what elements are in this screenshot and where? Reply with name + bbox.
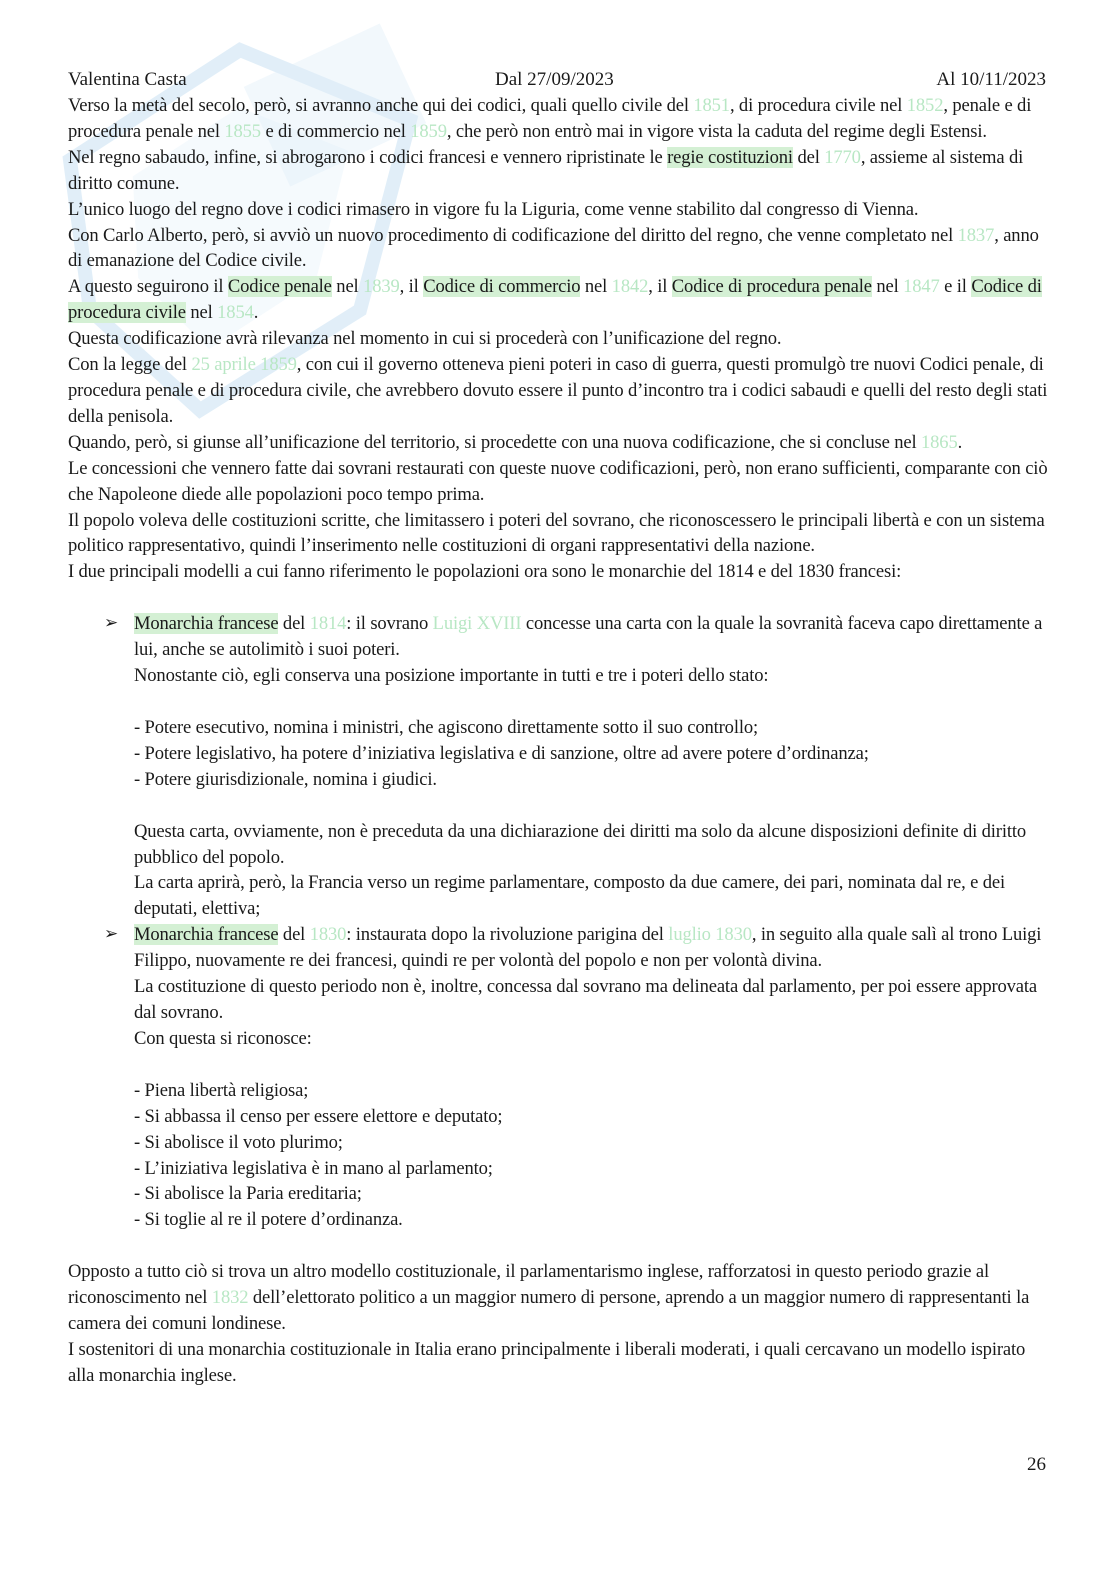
- name-luigi-xviii: Luigi XVIII: [432, 613, 522, 635]
- year-1859: 1859: [410, 120, 447, 142]
- arrow-bullet-icon: ➢: [104, 613, 119, 634]
- highlight-codice-commercio: Codice di commercio: [423, 276, 581, 298]
- paragraph: Opposto a tutto ciò si trova un altro modello costituzionale, il parlamentarismo inglese, rafforzatosi in questo periodo grazie al riconoscimento nel 1832 dell’elettorato politico a un maggior numero di persone, aprendo a un maggior numero di rappresentanti la camera dei comuni londinese.: [68, 1261, 1030, 1335]
- paragraph: Nonostante ciò, egli conserva una posizione importante in tutti e tre i poteri dello stato:: [134, 665, 769, 687]
- list-item: - Si toglie al re il potere d’ordinanza.: [134, 1209, 403, 1231]
- paragraph: Questa codificazione avrà rilevanza nel momento in cui si procederà con l’unificazione del regno.: [68, 328, 782, 350]
- year-1770: 1770: [824, 146, 861, 168]
- list-item: - Potere giurisdizionale, nomina i giudici.: [134, 768, 437, 790]
- year-1854: 1854: [217, 302, 254, 324]
- date-luglio-1830: luglio 1830: [668, 924, 752, 946]
- year-1852: 1852: [906, 95, 944, 116]
- list-item: - Si abolisce il voto plurimo;: [134, 1131, 343, 1153]
- highlight-codice-procedura-civile: Codice di procedura civile: [68, 276, 1042, 324]
- year-1851: 1851: [693, 95, 730, 116]
- year-1855: 1855: [224, 120, 261, 142]
- date-25-aprile-1859: 25 aprile 1859: [191, 354, 297, 376]
- list-item: - Si abbassa il censo per essere elettore e deputato;: [134, 1105, 503, 1127]
- year-1842: 1842: [611, 276, 649, 298]
- list-item: - Potere legislativo, ha potere d’iniziativa legislativa e di sanzione, oltre ad avere potere d’ordinanza;: [134, 742, 869, 764]
- list-item: - L’iniziativa legislativa è in mano al parlamento;: [134, 1157, 493, 1179]
- paragraph: Con questa si riconosce:: [134, 1027, 312, 1049]
- highlight-monarchia-francese: Monarchia francese: [134, 924, 279, 946]
- paragraph: Nel regno sabaudo, infine, si abrogarono i codici francesi e vennero ripristinate le regie costituzioni del 1770, assieme al sistema di diritto comune.: [68, 146, 1024, 194]
- header-to-date: Al 10/11/2023: [936, 69, 1046, 90]
- paragraph: I due principali modelli a cui fanno riferimento le popolazioni ora sono le monarchie del 1814 e del 1830 francesi:: [68, 561, 902, 583]
- paragraph: La carta aprirà, però, la Francia verso un regime parlamentare, composto da due camere, dei pari, nominata dal re, e dei deputati, elettiva;: [134, 872, 1005, 920]
- list-item: - Si abolisce la Paria ereditaria;: [134, 1183, 362, 1205]
- highlight-regie-costituzioni: regie costituzioni: [667, 146, 793, 168]
- highlight-codice-procedura-penale: Codice di procedura penale: [671, 276, 872, 298]
- arrow-bullet-icon: ➢: [104, 924, 119, 945]
- paragraph: La costituzione di questo periodo non è, inoltre, concessa dal sovrano ma delineata dal parlamento, per poi essere approvata dal sovrano.: [134, 976, 1038, 1023]
- page-header: [68, 68, 1046, 92]
- paragraph: Con la legge del 25 aprile 1859, con cui il governo otteneva pieni poteri in caso di guerra, questi promulgò tre nuovi Codici penale, di procedura penale e di procedura civile, che avrebbero dovuto essere il punto d’incontro tra i codici sabaudi e quelli del resto degli stati della penisola.: [68, 354, 1048, 427]
- year-1847: 1847: [903, 276, 940, 298]
- highlight-codice-penale: Codice penale: [227, 276, 332, 298]
- paragraph: Quando, però, si giunse all’unificazione del territorio, si procedette con una nuova codificazione, che si concluse nel 1865.: [68, 431, 963, 453]
- page-number: 26: [1027, 1454, 1046, 1475]
- paragraph: L’unico luogo del regno dove i codici rimasero in vigore fu la Liguria, come venne stabilito dal congresso di Vienna.: [68, 198, 919, 220]
- paragraph: A questo seguirono il Codice penale nel 1839, il Codice di commercio nel 1842, il Codice di procedura penale nel 1847 e il Codice di procedura civile nel 1854.: [68, 276, 1042, 324]
- monarchies-list: [68, 611, 1053, 1233]
- list-item-monarchia-1830: ➢ Monarchia francese del 1830: instaurata dopo la rivoluzione parigina del luglio 1830, in seguito alla quale salì al trono Luigi Filippo, nuovamente re dei francesi, quindi re per volontà del popolo e non per volontà divina. La costituzione di questo periodo non è, inoltre, concessa dal sovrano ma delineata dal parlamento, per poi essere approvata dal sovrano. Con questa si riconosce: - Piena libertà religiosa; - Si abbassa il censo per essere elettore e deputato; - Si abolisce il voto plurimo; - L’iniziativa legislativa è in mano al parlamento; - Si abolisce la Paria ereditaria; - Si toglie al re il potere d’ordinanza.: [68, 922, 1053, 1233]
- list-item: - Potere esecutivo, nomina i ministri, che agiscono direttamente sotto il suo controllo;: [134, 716, 759, 738]
- year-1832: 1832: [211, 1287, 249, 1309]
- paragraph: Con Carlo Alberto, però, si avviò un nuovo procedimento di codificazione del diritto del regno, che venne completato nel 1837, anno di emanazione del Codice civile.: [68, 224, 1039, 272]
- paragraph: I sostenitori di una monarchia costituzionale in Italia erano principalmente i liberali moderati, i quali cercavano un modello ispirato alla monarchia inglese.: [68, 1338, 1026, 1386]
- year-1830: 1830: [309, 924, 347, 946]
- paragraph: Le concessioni che vennero fatte dai sovrani restaurati con queste nuove codificazioni, però, non erano sufficienti, comparante con ciò che Napoleone diede alle popolazioni poco tempo prima.: [68, 457, 1048, 505]
- paragraph: Il popolo voleva delle costituzioni scritte, che limitassero i poteri del sovrano, che riconoscessero le principali libertà e con un sistema politico rappresentativo, quindi l’inserimento nelle costituzioni di organi rappresentativi della nazione.: [68, 509, 1045, 557]
- paragraph: Questa carta, ovviamente, non è preceduta da una dichiarazione dei diritti ma solo da alcune disposizioni definite di diritto pubblico del popolo.: [134, 820, 1027, 868]
- paragraph: Verso la metà del secolo, però, si avranno anche qui dei codici, quali quello civile del 1851, di procedura civile nel 1852, penale e di procedura penale nel 1855 e di commercio nel 1859, che però non entrò mai in vigore vista la caduta del regime degli Estensi.: [68, 95, 1032, 142]
- year-1865: 1865: [921, 431, 958, 453]
- list-item: - Piena libertà religiosa;: [134, 1079, 309, 1101]
- year-1814: 1814: [309, 613, 347, 635]
- header-from-date: Dal 27/09/2023: [495, 69, 614, 90]
- year-1837: 1837: [957, 224, 995, 246]
- header-author: Valentina Casta: [68, 69, 187, 90]
- year-1839: 1839: [363, 276, 400, 298]
- page-content: [68, 93, 1053, 1389]
- highlight-monarchia-francese: Monarchia francese: [134, 613, 279, 635]
- list-item-monarchia-1814: ➢ Monarchia francese del 1814: il sovrano Luigi XVIII concesse una carta con la quale la sovranità faceva capo direttamente a lui, anche se autolimitò i suoi poteri. Nonostante ciò, egli conserva una posizione importante in tutti e tre i poteri dello stato: - Potere esecutivo, nomina i ministri, che agiscono direttamente sotto il suo controllo; - Potere legislativo, ha potere d’iniziativa legislativa e di sanzione, oltre ad avere potere d’ordinanza; - Potere giurisdizionale, nomina i giudici. Questa carta, ovviamente, non è preceduta da una dichiarazione dei diritti ma solo da alcune disposizioni definite di diritto pubblico del popolo. La carta aprirà, però, la Francia verso un regime parlamentare, composto da due camere, dei pari, nominata dal re, e dei deputati, elettiva;: [68, 611, 1053, 922]
